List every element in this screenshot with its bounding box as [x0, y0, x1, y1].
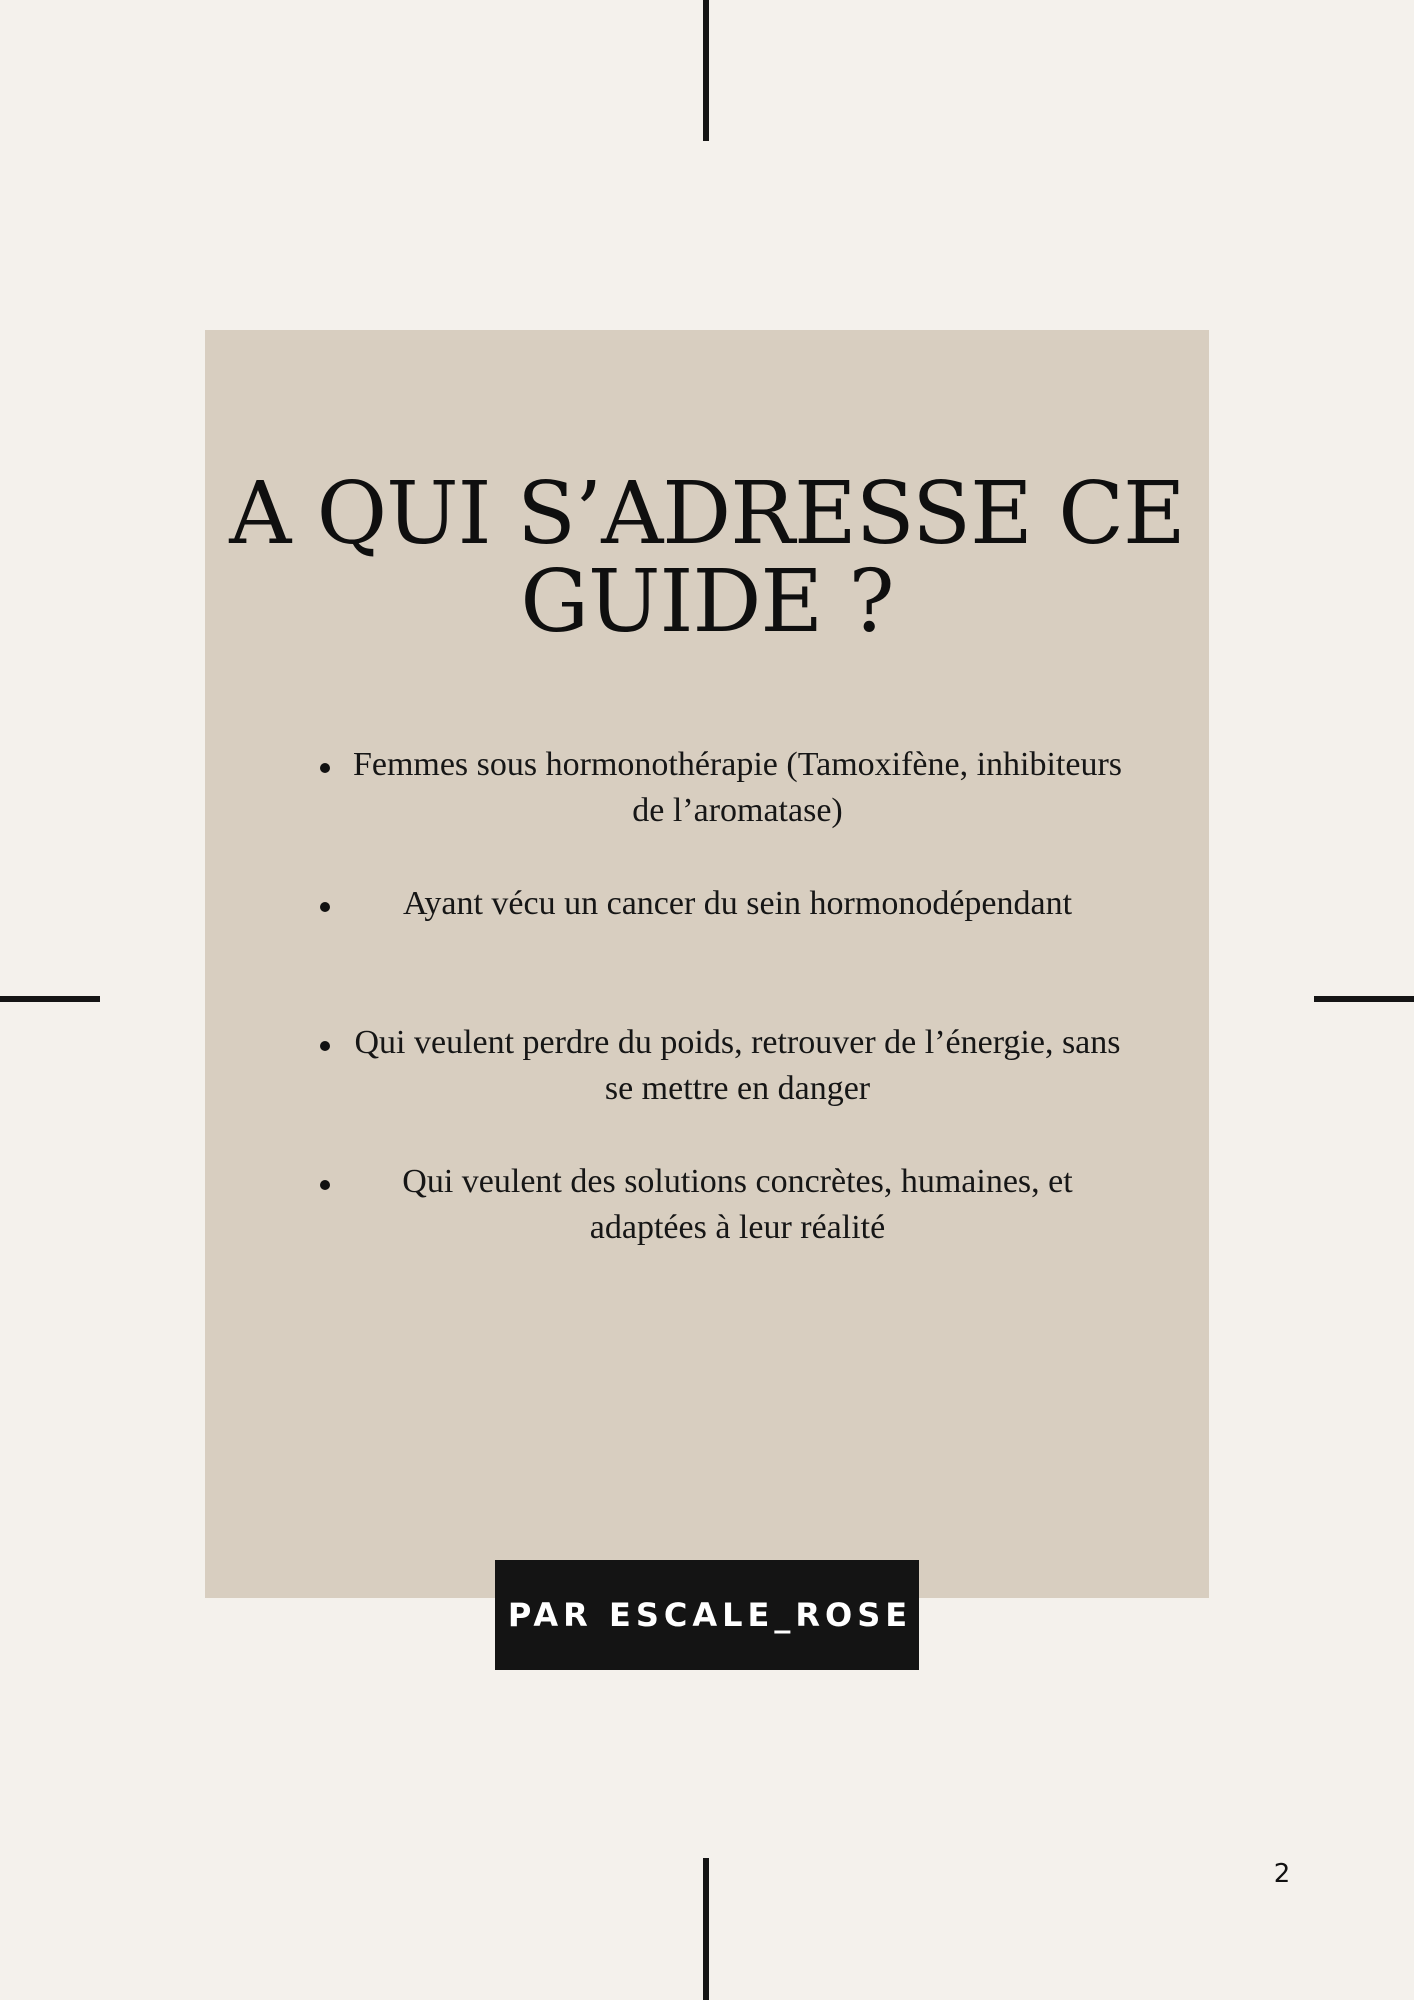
audience-list-item-2 [305, 881, 1125, 973]
bullet-icon [320, 1180, 330, 1190]
bullet-icon [320, 902, 330, 912]
audience-item-text: Ayant vécu un cancer du sein hormonodépendant [402, 885, 1073, 922]
audience-item-text: Qui veulent perdre du poids, retrouver de l’énergie, sans se mettre en danger [354, 1024, 1121, 1107]
bullet-icon [320, 763, 330, 773]
author-badge: PAR ESCALE_ROSE [495, 1560, 919, 1670]
top-crop-mark [703, 0, 709, 141]
page-number: 2 [1273, 1859, 1291, 1889]
audience-card [205, 330, 1209, 1598]
bullet-icon [320, 1041, 330, 1051]
bottom-crop-mark [703, 1858, 709, 2000]
page-title: A QUI S’ADRESSE CE GUIDE ? [229, 464, 1185, 652]
audience-item-text: Qui veulent des solutions concrètes, humaines, et adaptées à leur réalité [402, 1163, 1073, 1246]
audience-list-item-3 [305, 1020, 1125, 1112]
audience-list-item-1 [305, 742, 1125, 834]
audience-list-item-4 [305, 1159, 1125, 1251]
left-crop-mark [0, 996, 100, 1002]
right-crop-mark [1314, 996, 1414, 1002]
audience-item-text: Femmes sous hormonothérapie (Tamoxifène, inhibiteurs de l’aromatase) [352, 746, 1123, 829]
audience-list [305, 742, 1125, 1298]
